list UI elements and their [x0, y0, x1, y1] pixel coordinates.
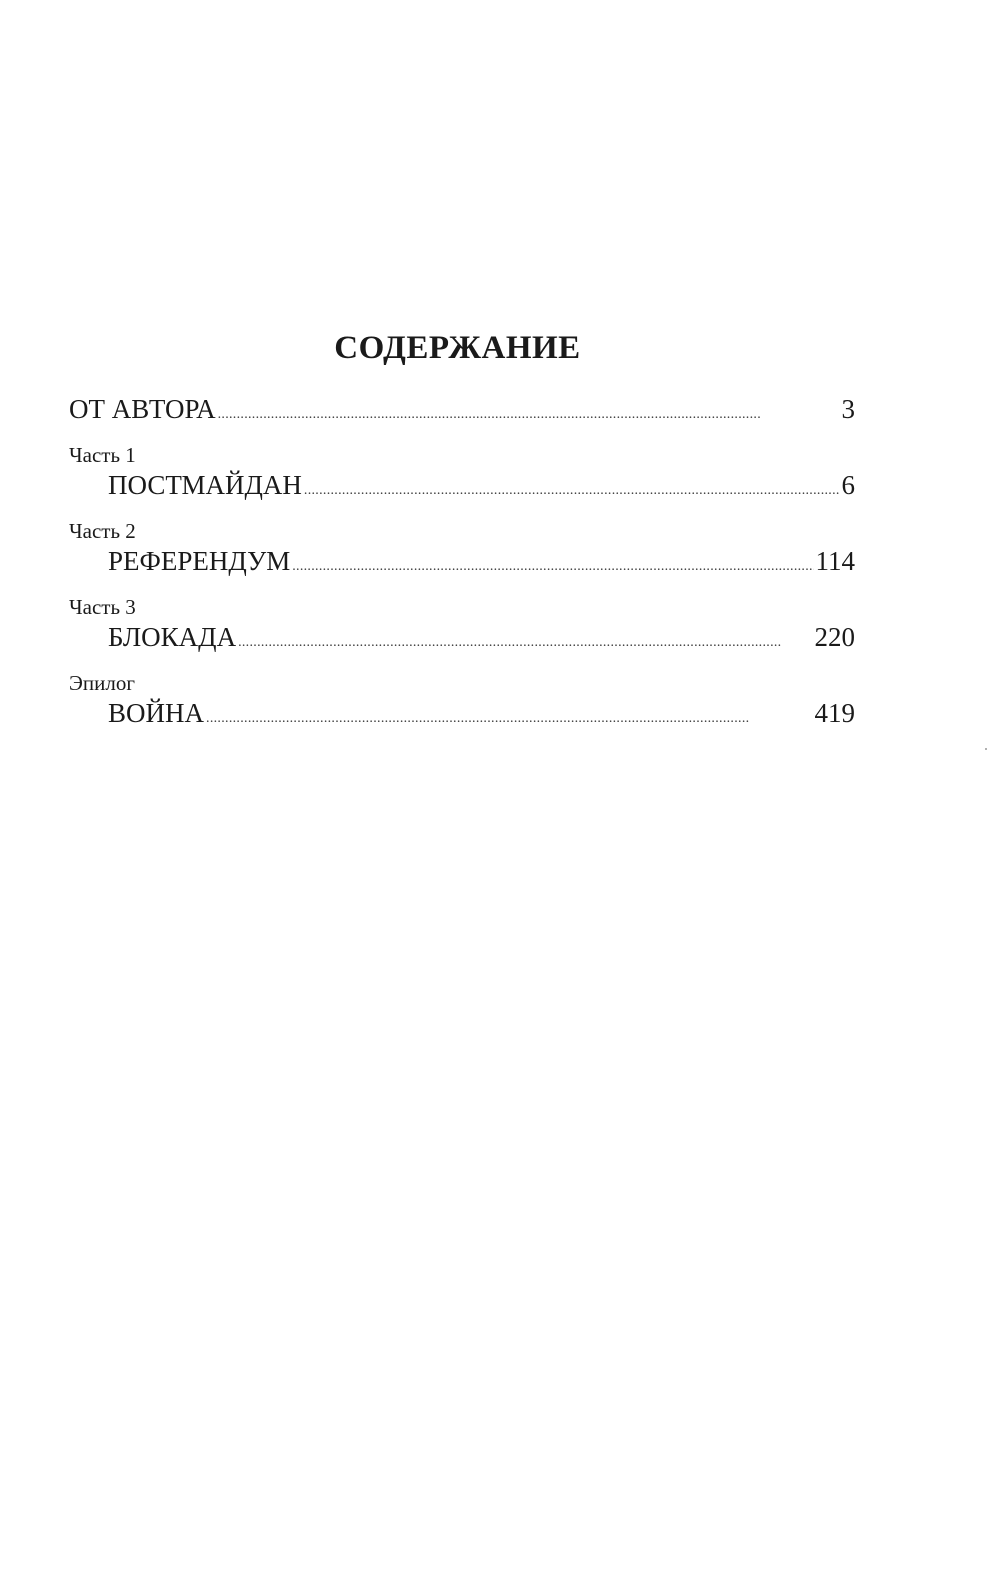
toc-entry-part-1: [69, 468, 855, 508]
toc-entry-page: 419: [814, 698, 855, 728]
toc-entry-intro: [69, 392, 855, 432]
part-label-epilogue: Эпилог: [69, 671, 135, 695]
dot-leader: [292, 544, 813, 584]
part-label-2: Часть 2: [69, 519, 136, 543]
dot-leader: [304, 468, 840, 508]
part-label-3: Часть 3: [69, 595, 136, 619]
toc-entry-part-2: [69, 544, 855, 584]
toc-entry-label: БЛОКАДА: [108, 622, 237, 652]
toc-entry-label: ВОЙНА: [108, 698, 205, 728]
toc-entry-page: 6: [841, 470, 855, 500]
dot-leader: [206, 696, 812, 736]
scan-speck: [985, 748, 987, 750]
toc-entry-label: ОТ АВТОРА: [69, 394, 216, 424]
toc-entry-page: 114: [815, 546, 855, 576]
toc-entry-part-3: [69, 620, 855, 660]
table-of-contents: [69, 392, 855, 736]
toc-entry-label: ПОСТМАЙДАН: [108, 470, 302, 500]
toc-title: СОДЕРЖАНИЕ: [334, 330, 581, 366]
toc-entry-page: 220: [814, 622, 855, 652]
toc-entry-epilogue: [69, 696, 855, 736]
toc-entry-page: 3: [841, 394, 855, 424]
dot-leader: [218, 392, 840, 432]
toc-entry-label: РЕФЕРЕНДУМ: [108, 546, 291, 576]
dot-leader: [238, 620, 812, 660]
part-label-1: Часть 1: [69, 443, 136, 467]
